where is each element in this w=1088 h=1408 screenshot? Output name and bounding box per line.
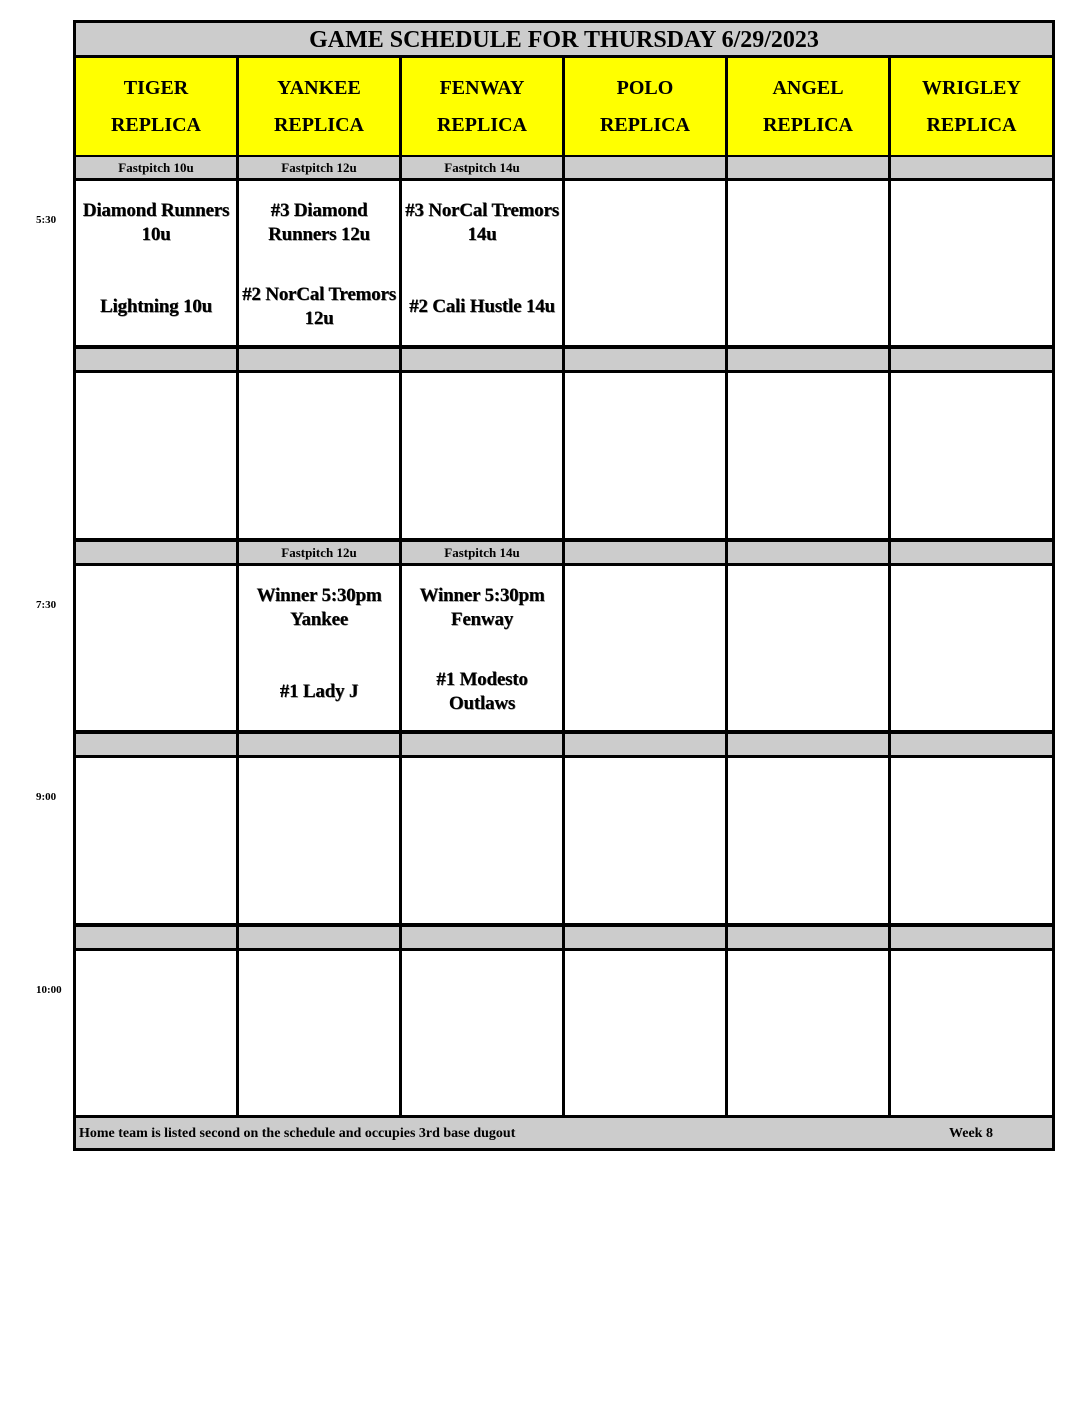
field-header-yankee bbox=[239, 58, 399, 155]
division-label bbox=[76, 927, 236, 948]
field-name: YANKEE bbox=[277, 76, 361, 99]
game-cell bbox=[891, 566, 1052, 730]
division-label bbox=[891, 542, 1052, 563]
game-cell bbox=[76, 181, 236, 345]
division-label bbox=[891, 157, 1052, 178]
field-header-tiger bbox=[76, 58, 236, 155]
away-team: Diamond Runners 10u bbox=[82, 200, 230, 245]
division-label: Fastpitch 10u bbox=[76, 157, 236, 178]
game-cell bbox=[402, 951, 562, 1115]
field-sub: REPLICA bbox=[762, 113, 853, 136]
home-team: #2 Cali Hustle 14u bbox=[409, 296, 555, 317]
game-cell bbox=[728, 758, 888, 923]
division-label bbox=[239, 734, 399, 755]
division-row bbox=[76, 157, 1052, 178]
week-label: Week 8 bbox=[949, 1126, 993, 1141]
game-cell bbox=[76, 373, 236, 538]
division-label bbox=[76, 542, 236, 563]
game-cell bbox=[728, 951, 888, 1115]
field-sub: REPLICA bbox=[599, 113, 690, 136]
field-header-fenway bbox=[402, 58, 562, 155]
home-team: #1 Lady J bbox=[279, 681, 359, 702]
field-name: ANGEL bbox=[772, 76, 844, 99]
division-label bbox=[728, 157, 888, 178]
game-cell bbox=[565, 181, 725, 345]
game-cell bbox=[239, 181, 399, 345]
game-cell bbox=[565, 373, 725, 538]
away-team: #3 Diamond Runners 12u bbox=[268, 200, 370, 245]
game-cell bbox=[565, 566, 725, 730]
division-label bbox=[565, 157, 725, 178]
division-label: Fastpitch 14u bbox=[402, 542, 562, 563]
division-label bbox=[891, 927, 1052, 948]
time-label-1000: 10:00 bbox=[36, 984, 62, 996]
division-label: Fastpitch 12u bbox=[239, 542, 399, 563]
division-row bbox=[76, 542, 1052, 563]
game-cell bbox=[891, 951, 1052, 1115]
division-label bbox=[891, 734, 1052, 755]
field-header-angel bbox=[728, 58, 888, 155]
home-team: Lightning 10u bbox=[100, 296, 212, 317]
game-cell bbox=[728, 566, 888, 730]
game-cell bbox=[728, 373, 888, 538]
time-label-530: 5:30 bbox=[36, 214, 57, 226]
game-cell bbox=[76, 566, 236, 730]
game-cell bbox=[76, 758, 236, 923]
field-name: WRIGLEY bbox=[922, 76, 1021, 99]
division-label bbox=[565, 349, 725, 370]
game-row bbox=[76, 181, 1052, 345]
game-cell bbox=[402, 566, 562, 730]
field-header-polo bbox=[565, 58, 725, 155]
game-cell bbox=[239, 566, 399, 730]
schedule-table bbox=[73, 20, 1055, 1151]
division-label bbox=[402, 734, 562, 755]
page-title: GAME SCHEDULE FOR THURSDAY 6/29/2023 bbox=[76, 23, 1052, 55]
division-label bbox=[728, 349, 888, 370]
home-team-note: Home team is listed second on the schedule and occupies 3rd base dugout bbox=[79, 1126, 516, 1141]
field-name: POLO bbox=[616, 76, 674, 99]
division-label bbox=[402, 349, 562, 370]
game-cell bbox=[402, 373, 562, 538]
time-label-730: 7:30 bbox=[36, 599, 57, 611]
game-cell bbox=[891, 758, 1052, 923]
away-team: #3 NorCal Tremors 14u bbox=[405, 200, 559, 245]
game-cell bbox=[565, 951, 725, 1115]
division-label bbox=[565, 542, 725, 563]
division-label bbox=[565, 734, 725, 755]
division-row bbox=[76, 734, 1052, 755]
division-label bbox=[76, 349, 236, 370]
field-header-row bbox=[76, 58, 1052, 155]
away-team: Winner 5:30pm Fenway bbox=[419, 585, 545, 630]
time-label-900: 9:00 bbox=[36, 791, 57, 803]
field-name: TIGER bbox=[123, 76, 189, 99]
game-row bbox=[76, 566, 1052, 730]
field-name: FENWAY bbox=[439, 76, 525, 99]
footer-bar bbox=[76, 1118, 1052, 1148]
division-label bbox=[565, 927, 725, 948]
game-row bbox=[76, 951, 1052, 1115]
field-sub: REPLICA bbox=[436, 113, 527, 136]
division-label: Fastpitch 14u bbox=[402, 157, 562, 178]
away-team: Winner 5:30pm Yankee bbox=[256, 585, 382, 630]
game-cell bbox=[239, 951, 399, 1115]
division-label bbox=[891, 349, 1052, 370]
division-row bbox=[76, 927, 1052, 948]
game-cell bbox=[891, 181, 1052, 345]
home-team: #2 NorCal Tremors 12u bbox=[242, 284, 396, 329]
division-label bbox=[239, 927, 399, 948]
game-cell bbox=[402, 181, 562, 345]
game-cell bbox=[76, 951, 236, 1115]
division-label bbox=[239, 349, 399, 370]
field-sub: REPLICA bbox=[110, 113, 201, 136]
field-sub: REPLICA bbox=[926, 113, 1017, 136]
game-cell bbox=[891, 373, 1052, 538]
game-cell bbox=[239, 758, 399, 923]
field-sub: REPLICA bbox=[273, 113, 364, 136]
division-label bbox=[76, 734, 236, 755]
division-label: Fastpitch 12u bbox=[239, 157, 399, 178]
division-row bbox=[76, 349, 1052, 370]
game-cell bbox=[239, 373, 399, 538]
game-cell bbox=[728, 181, 888, 345]
game-cell bbox=[402, 758, 562, 923]
game-row bbox=[76, 373, 1052, 538]
division-label bbox=[728, 542, 888, 563]
game-row bbox=[76, 758, 1052, 923]
division-label bbox=[728, 927, 888, 948]
game-cell bbox=[565, 758, 725, 923]
division-label bbox=[402, 927, 562, 948]
division-label bbox=[728, 734, 888, 755]
field-header-wrigley bbox=[891, 58, 1052, 155]
home-team: #1 Modesto Outlaws bbox=[436, 669, 528, 714]
